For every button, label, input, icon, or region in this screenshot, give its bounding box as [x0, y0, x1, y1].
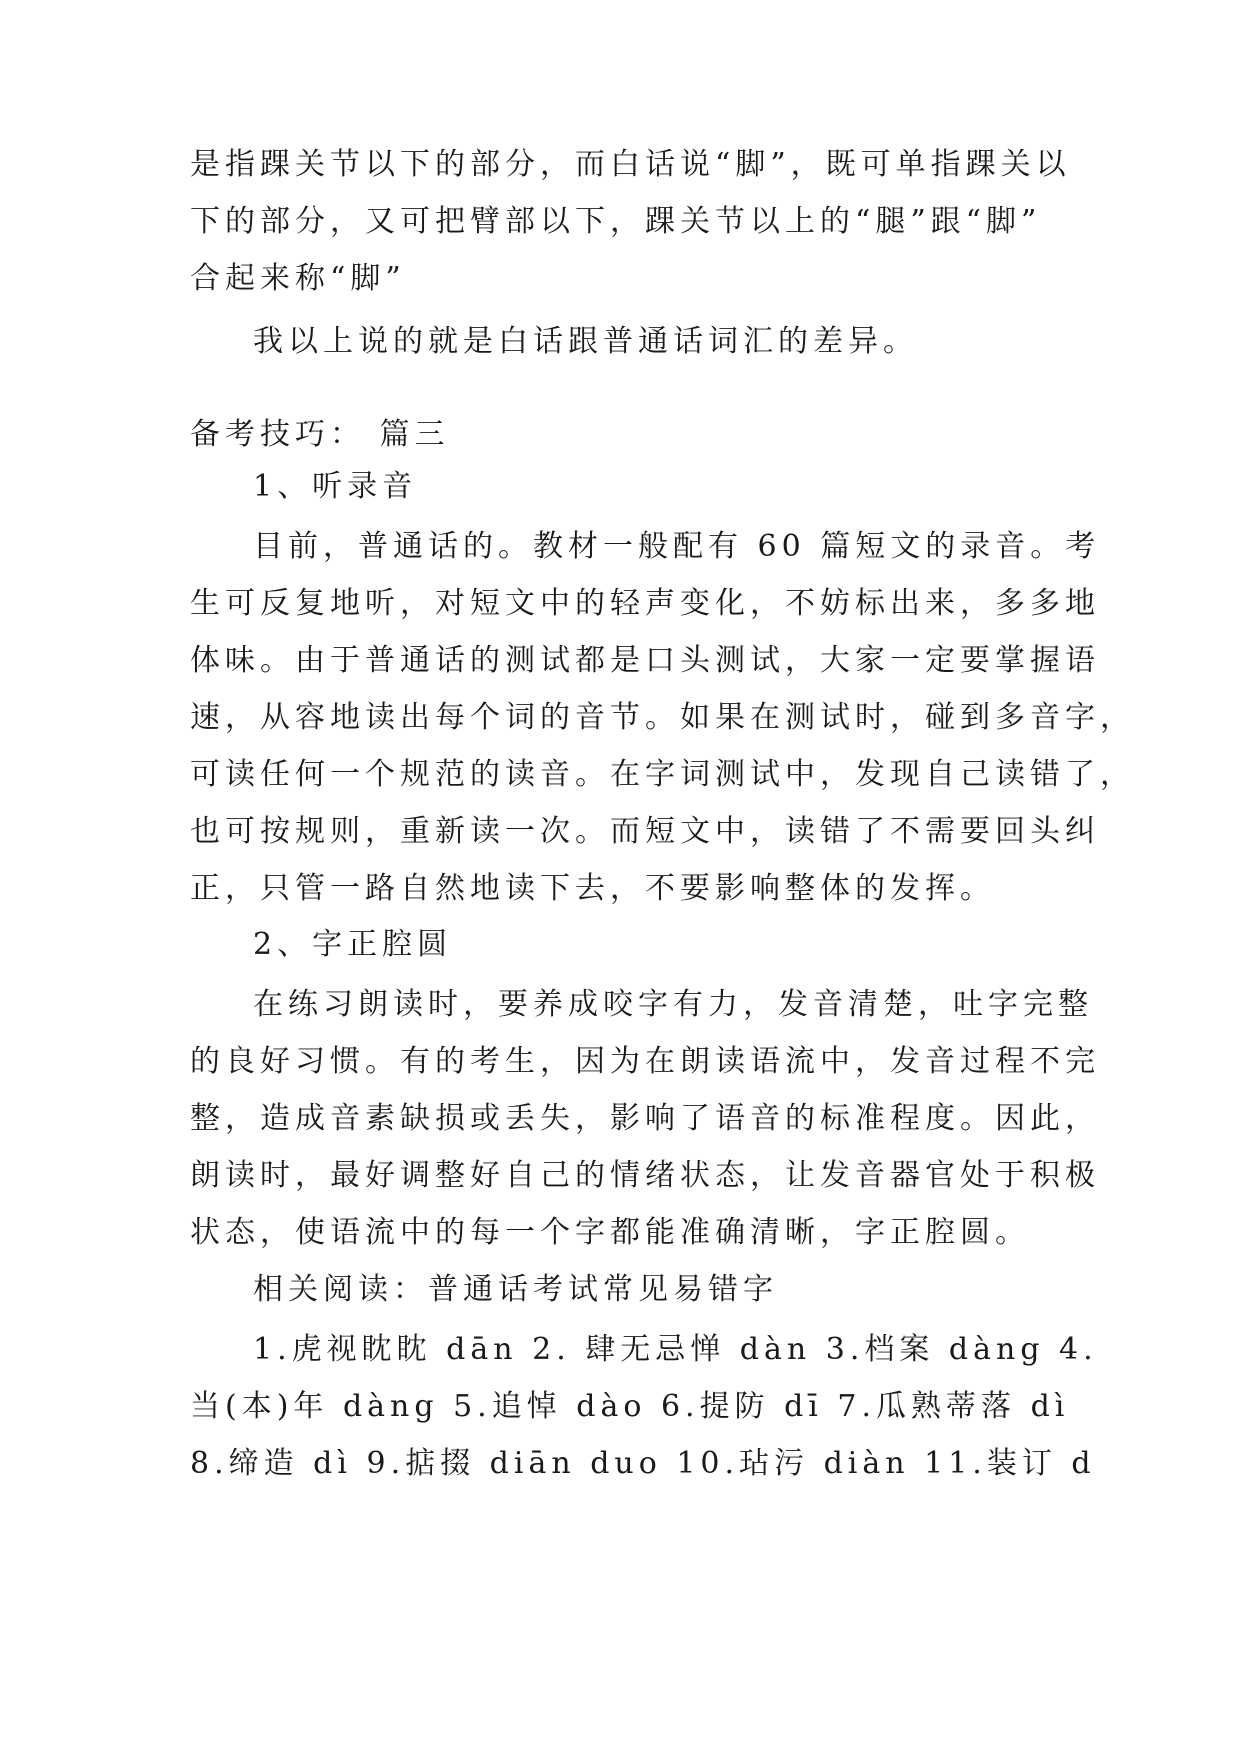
paragraph-line: 整，造成音素缺损或丢失，影响了语音的标准程度。因此， [190, 1101, 1100, 1136]
subheading: 1、听录音 [253, 469, 418, 504]
paragraph-line: 1.虎视眈眈 dān 2. 肆无忌惮 dàn 3.档案 dàng 4. [253, 1332, 1098, 1367]
paragraph-line: 8.缔造 dì 9.掂掇 diān duo 10.玷污 diàn 11.装订 d [190, 1446, 1096, 1481]
related-reading-heading: 相关阅读：普通话考试常见易错字 [253, 1272, 778, 1307]
paragraph-line: 朗读时，最好调整好自己的情绪状态，让发音器官处于积极 [190, 1158, 1100, 1193]
paragraph-line: 我以上说的就是白话跟普通话词汇的差异。 [253, 324, 918, 359]
paragraph-line: 正，只管一路自然地读下去，不要影响整体的发挥。 [190, 871, 995, 906]
paragraph-line: 当(本)年 dàng 5.追悼 dào 6.提防 dī 7.瓜熟蒂落 dì [190, 1389, 1070, 1424]
paragraph-line: 也可按规则，重新读一次。而短文中，读错了不需要回头纠 [190, 814, 1100, 849]
paragraph-line: 下的部分，又可把臂部以下，踝关节以上的“腿”跟“脚” [190, 204, 1042, 239]
paragraph-line: 生可反复地听，对短文中的轻声变化，不妨标出来，多多地 [190, 586, 1100, 621]
paragraph-line: 在练习朗读时，要养成咬字有力，发音清楚，吐字完整 [253, 987, 1093, 1022]
paragraph-line: 可读任何一个规范的读音。在字词测试中，发现自己读错了， [190, 757, 1135, 792]
paragraph-line: 目前，普通话的。教材一般配有 60 篇短文的录音。考 [253, 529, 1101, 564]
paragraph-line: 速，从容地读出每个词的音节。如果在测试时，碰到多音字， [190, 700, 1135, 735]
paragraph-line: 状态，使语流中的每一个字都能准确清晰，字正腔圆。 [190, 1215, 1030, 1250]
subheading: 2、字正腔圆 [253, 927, 453, 962]
paragraph-line: 合起来称“脚” [190, 261, 406, 296]
paragraph-line: 是指踝关节以下的部分，而白话说“脚”，既可单指踝关以 [190, 147, 1071, 182]
paragraph-line: 的良好习惯。有的考生，因为在朗读语流中，发音过程不完 [190, 1044, 1100, 1079]
paragraph-line: 体味。由于普通话的测试都是口头测试，大家一定要掌握语 [190, 643, 1100, 678]
section-heading: 备考技巧： 篇三 [190, 417, 450, 452]
